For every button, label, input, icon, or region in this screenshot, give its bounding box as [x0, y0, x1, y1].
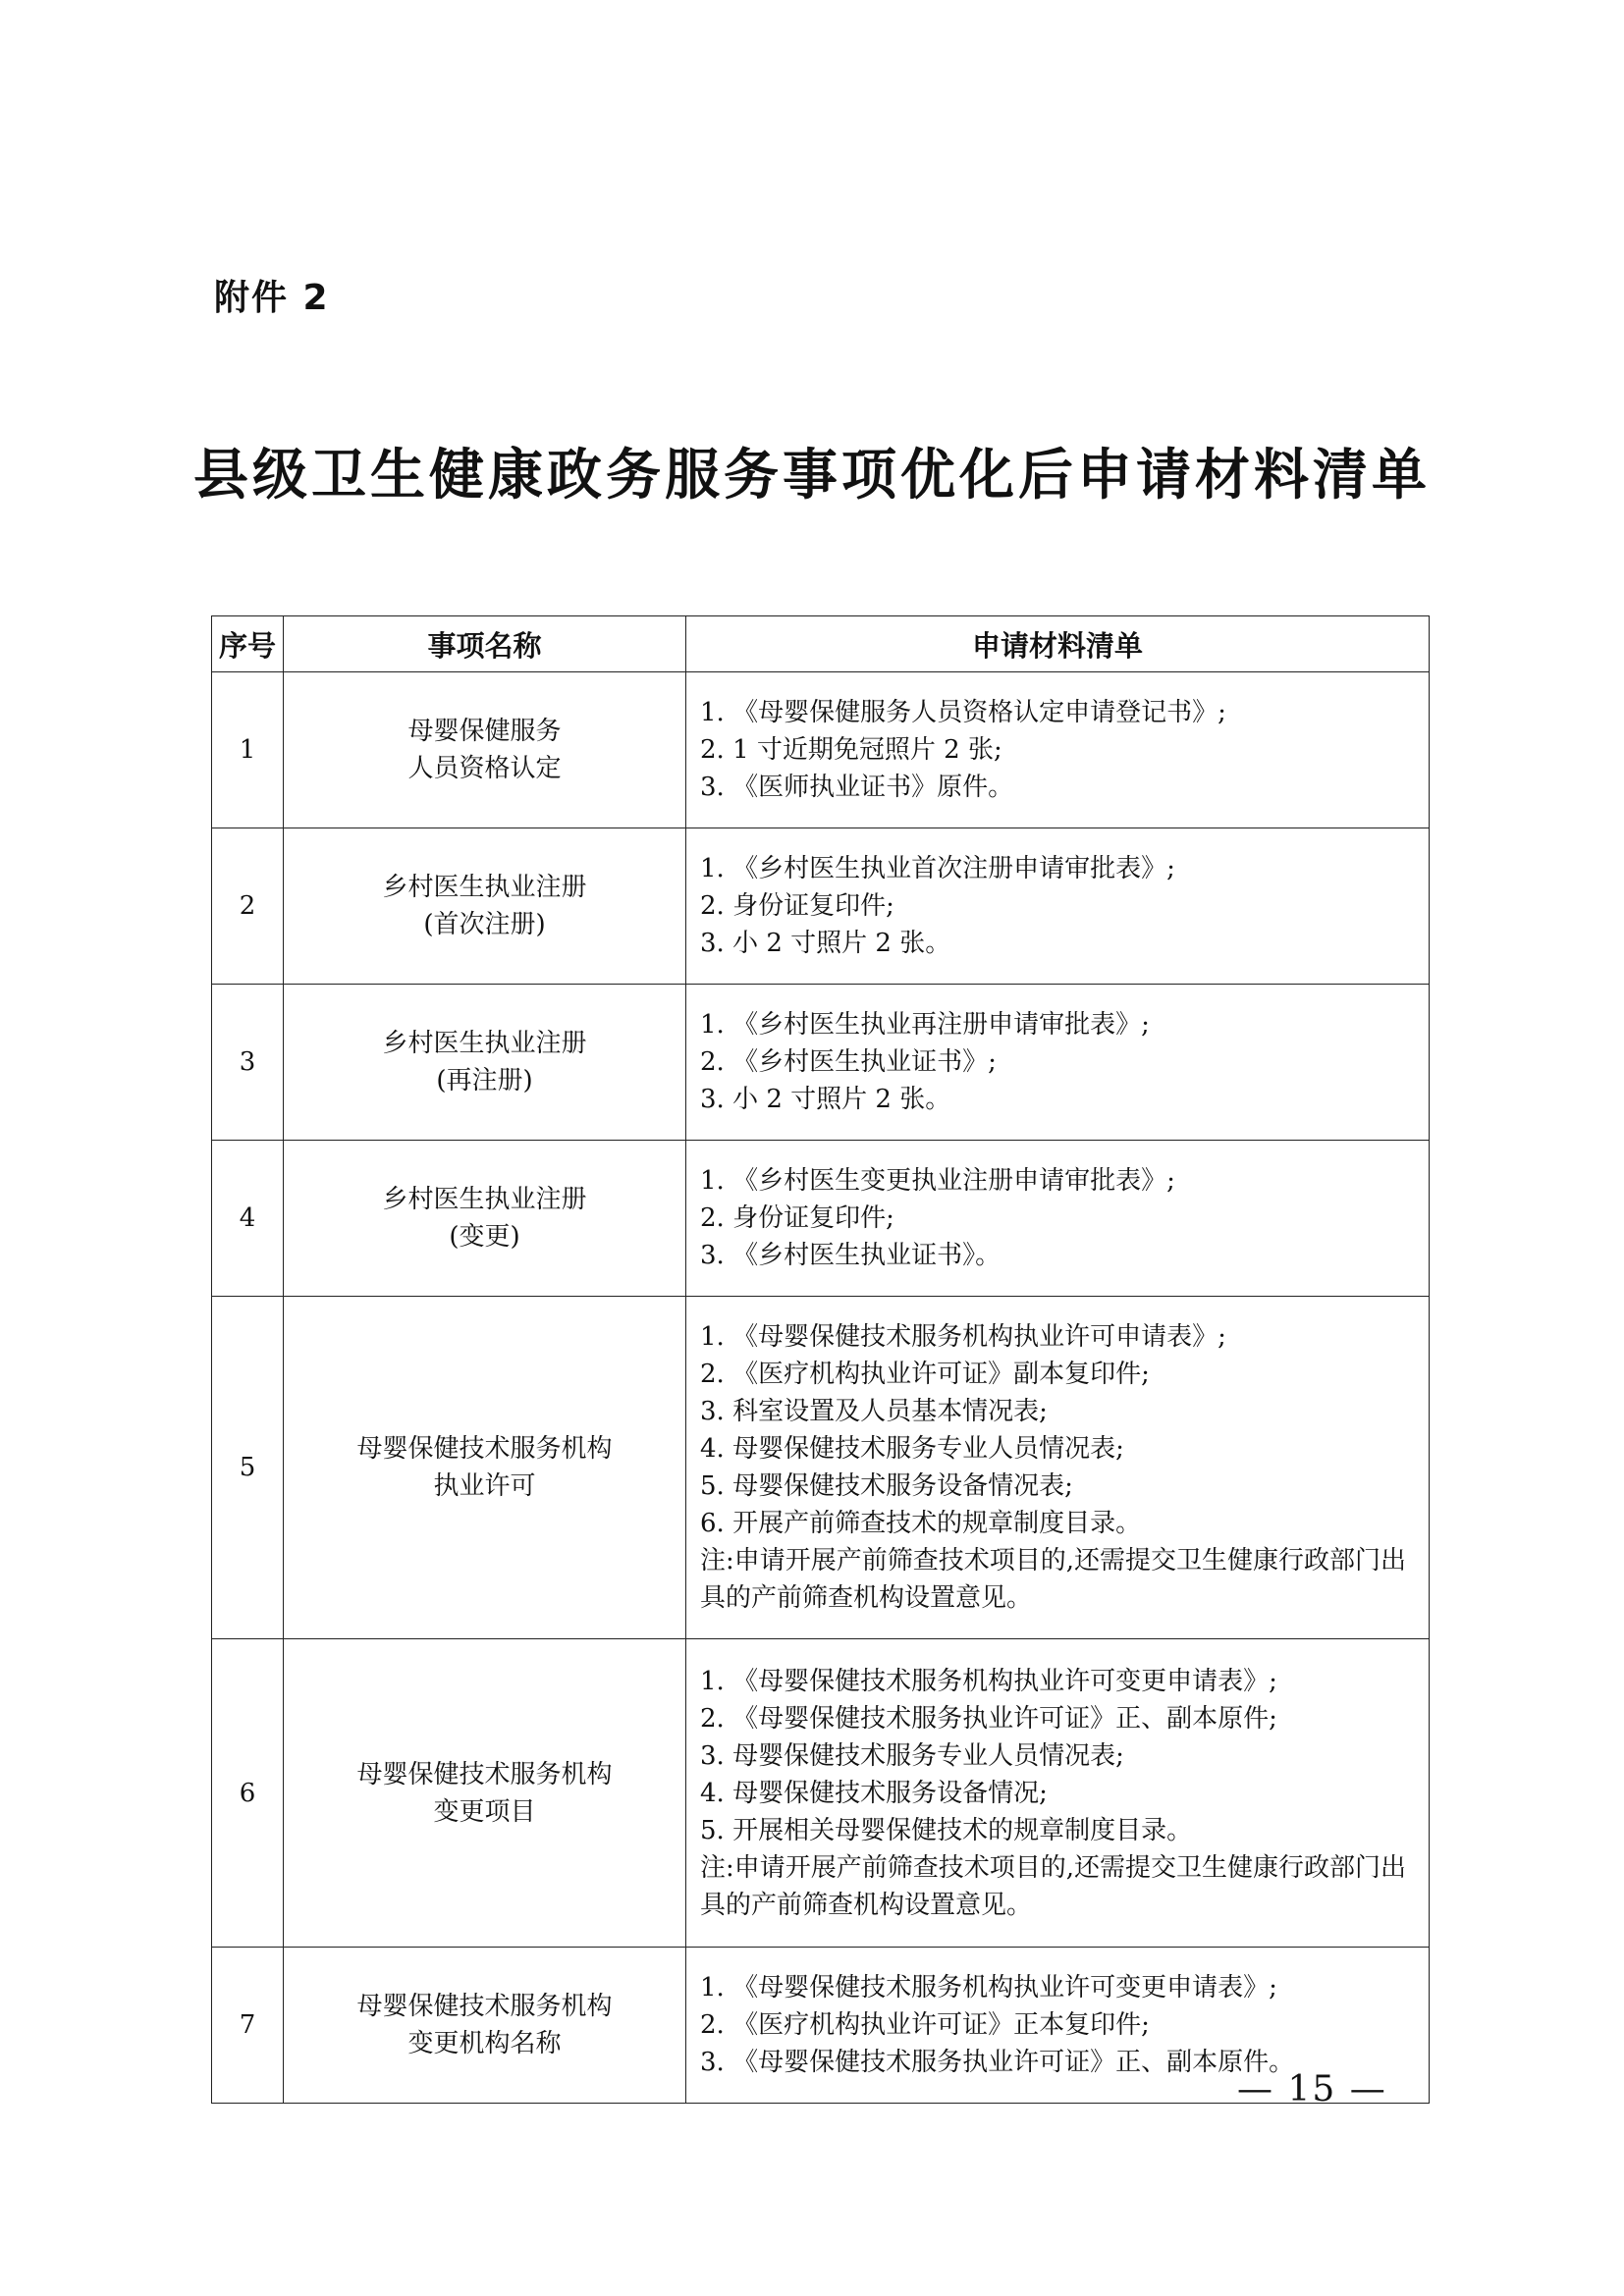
materials-cell	[686, 672, 1430, 828]
item-name-cell	[284, 985, 686, 1141]
table-header-row	[212, 616, 1430, 672]
item-name-line: (再注册)	[436, 1066, 533, 1095]
item-name-line: 乡村医生执业注册	[382, 1029, 587, 1058]
item-name-line: 母婴保健服务	[407, 717, 562, 746]
material-item: 3. 母婴保健技术服务专业人员情况表;	[700, 1740, 1124, 1771]
serial-number-cell: 5	[212, 1297, 284, 1639]
material-item: 2. 身份证复印件;	[700, 1203, 894, 1233]
material-item: 3. 小 2 寸照片 2 张。	[700, 1085, 951, 1114]
serial-number-cell: 7	[212, 1948, 284, 2104]
item-name-cell	[284, 672, 686, 828]
material-item: 6. 开展产前筛查技术的规章制度目录。	[700, 1509, 1142, 1538]
item-name-line: 乡村医生执业注册	[382, 873, 587, 902]
material-item: 1. 《母婴保健服务人员资格认定申请登记书》;	[700, 698, 1226, 727]
serial-number-cell: 1	[212, 672, 284, 828]
materials-cell	[686, 828, 1430, 985]
material-item: 2. 身份证复印件;	[700, 891, 894, 921]
item-name-cell	[284, 828, 686, 985]
header-materials-list: 申请材料清单	[686, 616, 1430, 672]
material-item: 2. 《乡村医生执业证书》;	[700, 1047, 997, 1077]
header-item-name: 事项名称	[284, 616, 686, 672]
item-name-cell	[284, 1639, 686, 1948]
table-row	[212, 672, 1430, 828]
item-name-line: (变更)	[449, 1222, 520, 1252]
material-note: 注:申请开展产前筛查技术项目的,还需提交卫生健康行政部门出具的产前筛查机构设置意见。	[700, 1546, 1407, 1613]
material-item: 3. 《医师执业证书》原件。	[700, 773, 1014, 802]
item-name-line: (首次注册)	[423, 910, 546, 939]
material-item: 3. 《母婴保健技术服务执业许可证》正、副本原件。	[700, 2048, 1295, 2077]
materials-cell	[686, 985, 1430, 1141]
material-item: 1. 《母婴保健技术服务机构执业许可变更申请表》;	[700, 1666, 1277, 1696]
item-name-cell	[284, 1297, 686, 1639]
table-row	[212, 985, 1430, 1141]
material-item: 1. 《乡村医生变更执业注册申请审批表》;	[700, 1166, 1175, 1196]
materials-cell	[686, 1297, 1430, 1639]
serial-number-cell: 6	[212, 1639, 284, 1948]
materials-table	[211, 615, 1430, 2104]
material-item: 3. 科室设置及人员基本情况表;	[700, 1397, 1048, 1426]
serial-number-cell: 2	[212, 828, 284, 985]
item-name-line: 变更机构名称	[407, 2029, 562, 2058]
table-row	[212, 1639, 1430, 1948]
material-item: 1. 《乡村医生执业首次注册申请审批表》;	[700, 854, 1175, 883]
table-row	[212, 828, 1430, 985]
material-item: 2. 《医疗机构执业许可证》正本复印件;	[700, 2010, 1150, 2040]
document-title: 县级卫生健康政务服务事项优化后申请材料清单	[193, 444, 1431, 507]
item-name-line: 母婴保健技术服务机构	[356, 1992, 613, 2021]
material-item: 3. 小 2 寸照片 2 张。	[700, 929, 951, 958]
material-item: 5. 开展相关母婴保健技术的规章制度目录。	[700, 1815, 1193, 1845]
table-row	[212, 1297, 1430, 1639]
material-item: 5. 母婴保健技术服务设备情况表;	[700, 1471, 1073, 1501]
item-name-line: 母婴保健技术服务机构	[356, 1759, 613, 1789]
item-name-cell	[284, 1948, 686, 2104]
header-serial-number: 序号	[212, 616, 284, 672]
material-item: 1. 《乡村医生执业再注册申请审批表》;	[700, 1010, 1150, 1040]
page-number: — 15 —	[1237, 2069, 1387, 2109]
material-item: 2. 1 寸近期免冠照片 2 张;	[700, 735, 1002, 765]
item-name-line: 乡村医生执业注册	[382, 1185, 587, 1214]
material-item: 2. 《医疗机构执业许可证》副本复印件;	[700, 1360, 1150, 1389]
table-body	[212, 672, 1430, 2104]
material-note: 注:申请开展产前筛查技术项目的,还需提交卫生健康行政部门出具的产前筛查机构设置意见。	[700, 1852, 1407, 1920]
material-item: 4. 母婴保健技术服务设备情况;	[700, 1778, 1048, 1808]
item-name-cell	[284, 1141, 686, 1297]
table-row	[212, 1141, 1430, 1297]
material-item: 2. 《母婴保健技术服务执业许可证》正、副本原件;	[700, 1703, 1277, 1734]
material-item: 3. 《乡村医生执业证书》。	[700, 1241, 1001, 1270]
item-name-line: 人员资格认定	[407, 754, 562, 783]
material-item: 1. 《母婴保健技术服务机构执业许可申请表》;	[700, 1322, 1226, 1352]
materials-cell	[686, 1141, 1430, 1297]
serial-number-cell: 3	[212, 985, 284, 1141]
item-name-line: 母婴保健技术服务机构	[356, 1434, 613, 1464]
serial-number-cell: 4	[212, 1141, 284, 1297]
materials-cell	[686, 1639, 1430, 1948]
item-name-line: 执业许可	[433, 1471, 536, 1501]
attachment-label: 附件 2	[214, 278, 330, 318]
item-name-line: 变更项目	[433, 1796, 536, 1827]
material-item: 1. 《母婴保健技术服务机构执业许可变更申请表》;	[700, 1973, 1277, 2002]
material-item: 4. 母婴保健技术服务专业人员情况表;	[700, 1434, 1124, 1464]
